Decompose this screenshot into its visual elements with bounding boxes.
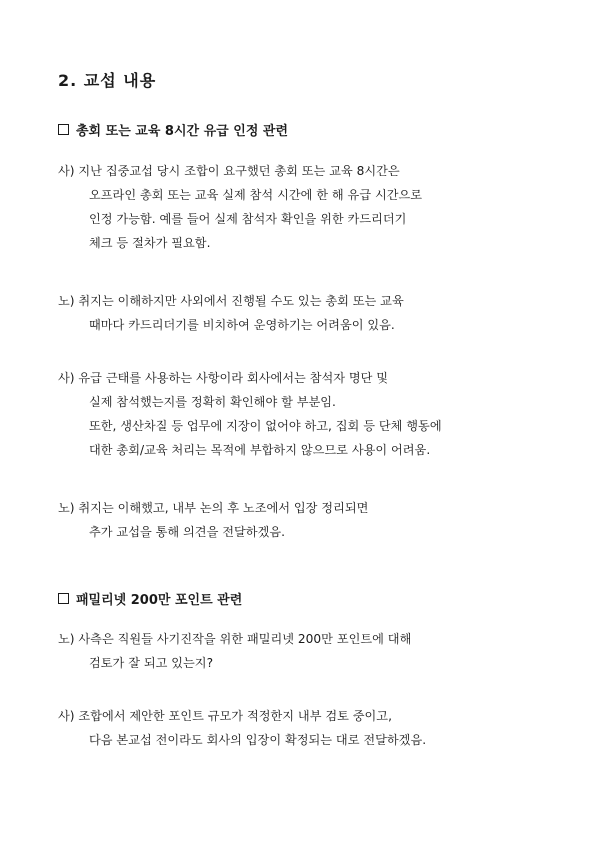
paragraph: [58, 704, 426, 752]
paragraph-line: 검토가 잘 되고 있는지?: [89, 656, 214, 670]
subsection-title-1: [58, 120, 288, 139]
paragraph: [58, 627, 411, 675]
paragraph: [58, 289, 404, 337]
paragraph-line: 사) 유급 근태를 사용하는 사항이라 회사에서는 참석자 명단 및: [58, 371, 389, 385]
paragraph-line: 실제 참석했는지를 정확히 확인해야 할 부분임.: [89, 395, 336, 409]
square-bullet-icon: [58, 593, 69, 604]
paragraph-line: 사) 조합에서 제안한 포인트 규모가 적정한지 내부 검토 중이고,: [58, 709, 392, 723]
paragraph-line: 사) 지난 집중교섭 당시 조합이 요구했던 총회 또는 교육 8시간은: [58, 164, 400, 178]
paragraph: [58, 496, 368, 544]
paragraph: [58, 366, 442, 462]
subsection-title-text: 총회 또는 교육 8시간 유급 인정 관련: [76, 124, 289, 139]
paragraph-line: 또한, 생산차질 등 업무에 지장이 없어야 하고, 집회 등 단체 행동에: [89, 419, 442, 433]
paragraph: [58, 159, 422, 255]
section-heading: 2. 교섭 내용: [58, 71, 157, 90]
paragraph-line: 노) 취지는 이해하지만 사외에서 진행될 수도 있는 총회 또는 교육: [58, 294, 404, 308]
paragraph-line: 노) 사측은 직원들 사기진작을 위한 패밀리넷 200만 포인트에 대해: [58, 632, 412, 646]
subsection-title-2: [58, 589, 242, 608]
subsection-title-text: 패밀리넷 200만 포인트 관련: [76, 593, 243, 608]
paragraph-line: 대한 총회/교육 처리는 목적에 부합하지 않으므로 사용이 어려움.: [89, 443, 431, 457]
paragraph-line: 노) 취지는 이해했고, 내부 논의 후 노조에서 입장 정리되면: [58, 501, 369, 515]
paragraph-line: 체크 등 절차가 필요함.: [89, 236, 211, 250]
paragraph-line: 오프라인 총회 또는 교육 실제 참석 시간에 한 해 유급 시간으로: [89, 188, 423, 202]
paragraph-line: 추가 교섭을 통해 의견을 전달하겠음.: [89, 525, 285, 539]
paragraph-line: 인정 가능함. 예를 들어 실제 참석자 확인을 위한 카드리더기: [89, 212, 407, 226]
paragraph-line: 다음 본교섭 전이라도 회사의 입장이 확정되는 대로 전달하겠음.: [89, 733, 427, 747]
paragraph-line: 때마다 카드리더기를 비치하여 운영하기는 어려움이 있음.: [89, 318, 395, 332]
square-bullet-icon: [58, 124, 69, 135]
